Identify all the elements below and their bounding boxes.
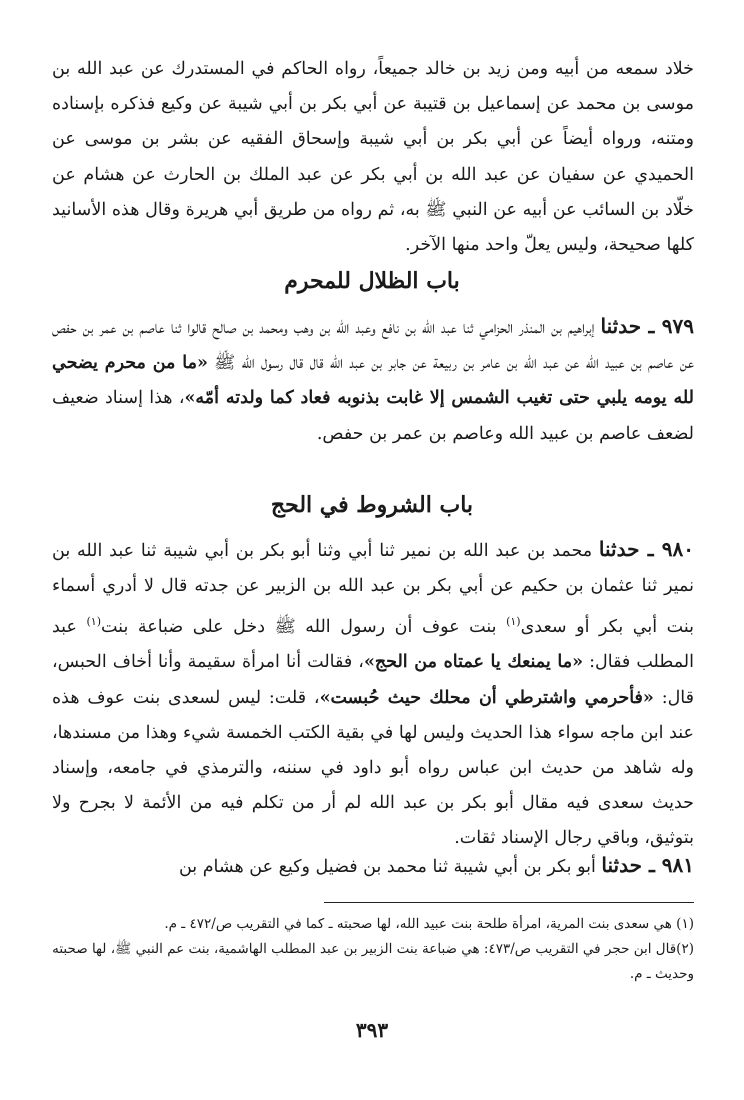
hadith-981-text — [52, 848, 694, 885]
chapter-heading-shade-for-muhrim: باب الظلال للمحرم — [284, 268, 460, 294]
footnote-1: (١) هي سعدى بنت المرية، امرأة طلحة بنت عبيد الله، لها صحبته ـ كما في التقريب ص/٤٧٢ ـ م. — [164, 916, 694, 932]
hadith-979-matn: «ما من محرم يضحي لله يومه يلبي حتى تغيب الشمس إلا غابت بذنوبه فعاد كما ولدته أمّه» — [52, 353, 695, 409]
hadith-980 — [52, 532, 694, 857]
hadith-980-commentary: ، قلت: ليس لسعدى بنت عوف هذه عند ابن ماجه سواء هذا الحديث وليس لها في بقية الكتب الخمسة شيء وهذا من مسندها، وله شاهد من حديث ابن عباس رواه أبو داود في سننه، والترمذي في جامعه، وإسناد حديث سعدى فيه مقال أبو بكر بن عبد الله لم أر من تكلم فيه من الأئمة لا بجرح ولا بتوثيق، وباقي رجال الإسناد ثقات. — [52, 687, 694, 849]
hadith-980-isnad: محمد بن عبد الله بن نمير ثنا أبي وثنا أبو بكر بن أبي شيبة ثنا عبد الله بن نمير ثنا عثمان بن حكيم عن أبي بكر بن عبد الله بن الزبير عن جدته قال لا أدري أسماء بنت أبي بكر أو سعدى — [52, 541, 694, 638]
hadith-981 — [52, 848, 694, 885]
footnote-ref-1[interactable]: (١) — [506, 615, 521, 629]
chapter-heading-conditions-in-hajj: باب الشروط في الحج — [270, 492, 474, 518]
hadith-980-quote-2: «فأحرمي واشترطي أن محلك حيث حُبست» — [319, 687, 654, 708]
hadith-980-text-3: عبد المطلب فقال: — [52, 617, 695, 673]
footnote-divider — [324, 902, 694, 903]
hadith-981-isnad: أبو بكر بن أبي شيبة ثنا محمد بن فضيل وكيع عن هشام بن — [178, 857, 602, 877]
footnote-ref-2[interactable]: (١) — [86, 615, 101, 629]
hadith-979 — [52, 309, 694, 452]
page-number: ٣٩٣ — [355, 1018, 389, 1042]
hadith-980-quote-1: «ما يمنعك يا عمتاه من الحج» — [363, 652, 584, 673]
hadith-980-number: ٩٨٠ ـ حدثنا — [598, 537, 694, 561]
footnotes — [48, 912, 694, 987]
hadith-980-text-2: بنت عوف أن رسول الله ﷺ دخل على ضباعة بنت — [101, 617, 507, 638]
hadith-980-text — [52, 532, 694, 857]
hadith-979-grading: ، هذا إسناد ضعيف لضعف عاصم بن عبيد الله وعاصم بن عمر بن حفص. — [52, 388, 694, 444]
continuation-text: خلاد سمعه من أبيه ومن زيد بن خالد جميعاً، رواه الحاكم في المستدرك عن عبد الله بن موسى بن محمد عن إسماعيل بن قتيبة عن أبي بكر بن أبي شيبة عن وكيع فذكره بإسناده ومتنه، ورواه أيضاً عن أبي بكر بن أبي شيبة وإسحاق الفقيه عن بشر بن موسى عن الحميدي عن سفيان عن عبد الله بن أبي بكر عن عبد الملك بن الحارث عن هشام عن خلّاد بن السائب عن أبيه عن النبي ﷺ به، ثم رواه من طريق أبي هريرة وقال هذه الأسانيد كلها صحيحة، وليس يعلّ واحد منها الآخر. — [52, 59, 694, 256]
hadith-981-number: ٩٨١ ـ حدثنا — [601, 853, 694, 877]
footnote-2: (٢)قال ابن حجر في التقريب ص/٤٧٣: هي ضباعة بنت الزبير بن عبد المطلب الهاشمية، بنت عم النبي ﷺ، لها صحبته وحديث ـ م. — [52, 941, 694, 982]
hadith-979-number: ٩٧٩ ـ حدثنا — [600, 314, 694, 338]
hadith-980-text-4: ، فقالت أنا امرأة سقيمة وأنا أخاف الحبس، قال: — [52, 652, 695, 708]
paragraph-continuation — [52, 52, 694, 263]
hadith-979-isnad: إبراهيم بن المنذر الحزامي ثنا عبد الله بن نافع وعبد الله بن وهب ومحمد بن صالح قالوا ثنا عاصم بن عمر بن حفص عن عاصم بن عبيد الله عن عبد الله بن عامر بن ربيعة عن جابر بن عبد الله قال قال رسول الله ﷺ — [52, 318, 694, 374]
hadith-979-text — [52, 309, 694, 452]
